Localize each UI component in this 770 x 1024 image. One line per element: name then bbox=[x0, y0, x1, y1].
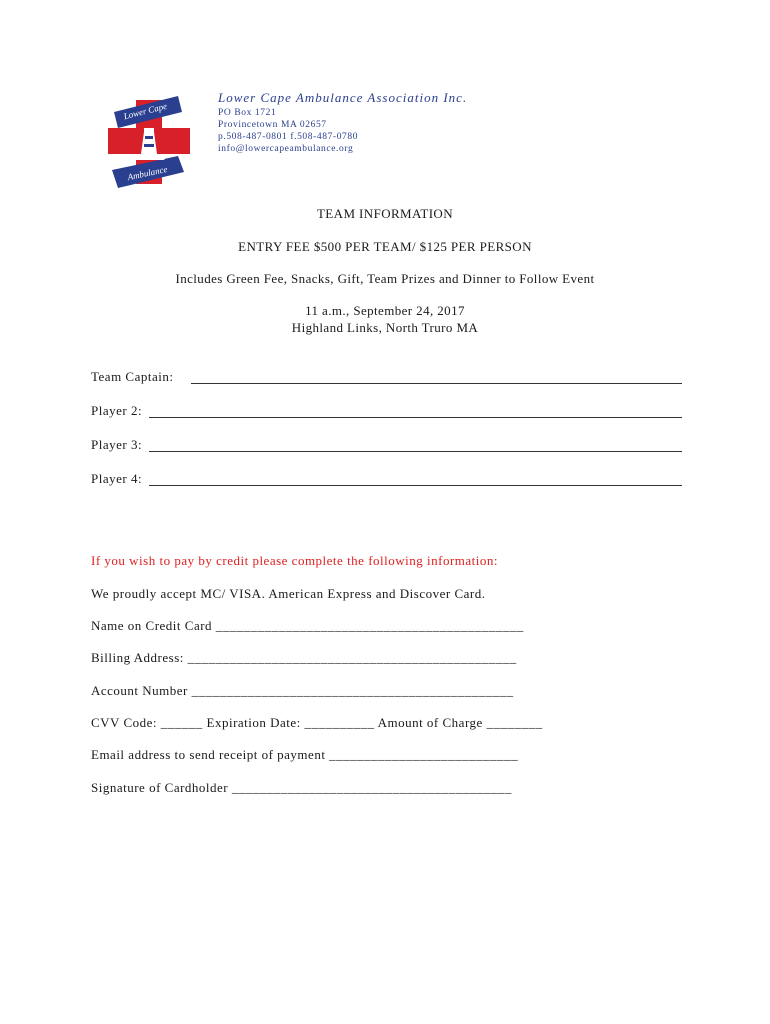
logo-bottom-text: Ambulance bbox=[126, 163, 169, 183]
org-email: info@lowercapeambulance.org bbox=[218, 144, 354, 154]
ambulance-cross-logo-icon bbox=[106, 92, 192, 192]
org-phone-fax: p.508-487-0801 f.508-487-0780 bbox=[218, 132, 359, 142]
logo-top-text: Lower Cape bbox=[122, 100, 168, 122]
credit-payment-heading: If you wish to pay by credit please complete the following information: bbox=[91, 553, 498, 568]
name-on-card-field[interactable]: Name on Credit Card ____________________________________________ bbox=[91, 618, 524, 633]
organization-name: Lower Cape Ambulance Association Inc. bbox=[218, 90, 468, 105]
cvv-expiration-amount-fields[interactable]: CVV Code: ______ Expiration Date: __________ Amount of Charge ________ bbox=[91, 715, 543, 730]
entry-fee: ENTRY FEE $500 PER TEAM/ $125 PER PERSON bbox=[238, 239, 532, 254]
account-number-field[interactable]: Account Number ______________________________________________ bbox=[91, 683, 514, 698]
receipt-email-field[interactable]: Email address to send receipt of payment ___________________________ bbox=[91, 747, 519, 762]
player-2-field[interactable] bbox=[91, 403, 682, 419]
player-3-field[interactable] bbox=[91, 437, 682, 453]
event-location: Highland Links, North Truro MA bbox=[291, 320, 479, 335]
player-4-field[interactable] bbox=[91, 471, 682, 487]
player-4-label: Player 4: bbox=[91, 471, 143, 486]
team-captain-label: Team Captain: bbox=[91, 369, 174, 384]
fee-includes: Includes Green Fee, Snacks, Gift, Team Prizes and Dinner to Follow Event bbox=[175, 271, 595, 286]
event-time: 11 a.m., September 24, 2017 bbox=[305, 303, 465, 318]
player-2-line[interactable] bbox=[149, 417, 682, 418]
accepted-cards-text: We proudly accept MC/ VISA. American Express and Discover Card. bbox=[91, 586, 486, 601]
billing-address-field[interactable]: Billing Address: _______________________________________________ bbox=[91, 650, 517, 665]
team-captain-field[interactable] bbox=[91, 369, 682, 385]
player-3-line[interactable] bbox=[149, 451, 682, 452]
player-4-line[interactable] bbox=[149, 485, 682, 486]
player-3-label: Player 3: bbox=[91, 437, 143, 452]
team-captain-line[interactable] bbox=[191, 383, 682, 384]
player-2-label: Player 2: bbox=[91, 403, 143, 418]
organization-logo bbox=[106, 92, 192, 192]
org-address-line-2: Provincetown MA 02657 bbox=[218, 120, 327, 130]
form-title: TEAM INFORMATION bbox=[316, 206, 454, 221]
cardholder-signature-field[interactable]: Signature of Cardholder ________________________________________ bbox=[91, 780, 512, 795]
org-address-line-1: PO Box 1721 bbox=[218, 108, 277, 118]
